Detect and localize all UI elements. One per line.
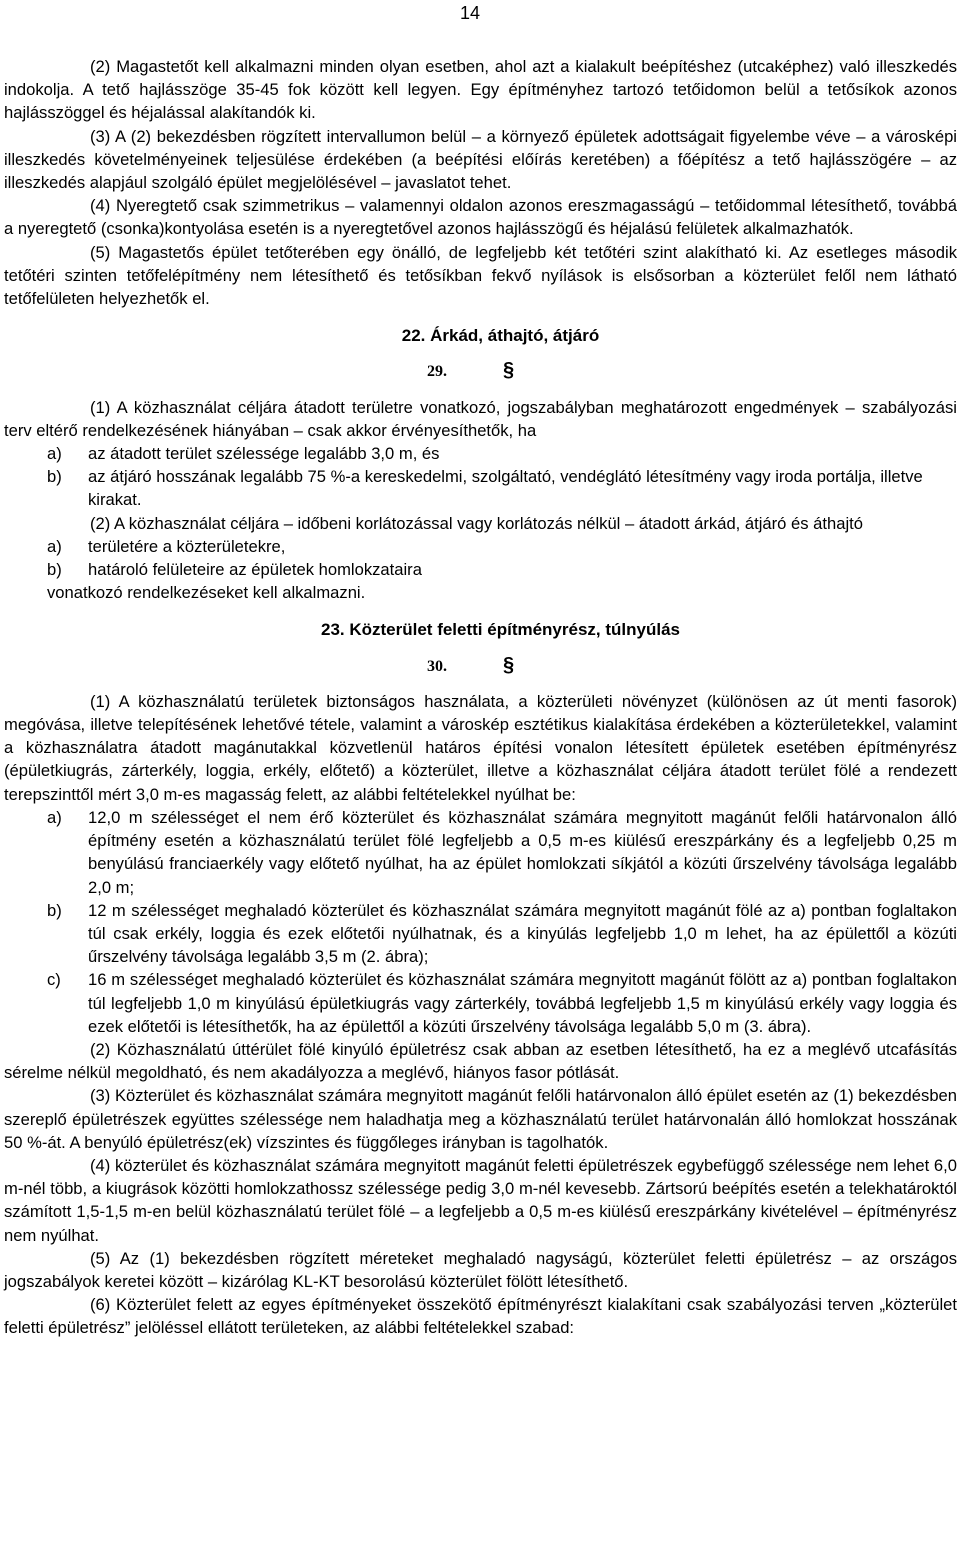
paragraph-30-3: (3) Közterület és közhasználat számára megnyitott magánút felőli határvonalon álló épület esetén az (1) bekezdésben szereplő épületrészek együttes szélessége nem haladhatja meg a közhasználatú terület határvonalán álló homlokzat hosszának 50 %-át. A benyúló épületrész(ek) vízszintes és függőleges irányban is tagolhatók. — [4, 1086, 957, 1152]
list-item — [4, 442, 957, 465]
page-content — [4, 55, 957, 1340]
list-item-text: 16 m szélességet meghaladó közterület és közhasználat számára megnyitott magánút fölött az a) pontban foglaltakon túl legfeljebb 1,0 m kinyúlású épületkiugrás vagy zárterkély, továbbá legfeljebb 1,5 m kinyúlású erkély vagy loggia és ezek előtetői is létesíthetők, ha az épülettől a közúti űrszelvény távolsága legalább 5,0 m (3. ábra). — [88, 970, 957, 1036]
list-item-text: területére a közterületekre, — [88, 536, 286, 556]
paragraph-heading-30 — [4, 654, 957, 678]
list-item-text: 12,0 m szélességet el nem érő közterület és közhasználat számára megnyitott magánút felőli határvonalon álló építmény esetén a közhasználatú terület fölé legfeljebb a 0,5 m-es kiülésű ereszpárkány és a legfeljebb 0,25 m benyúlású franciaerkély vagy előtető nyúlhat, ha az épület homlokzati síkjától a közúti űrszelvény távolsága legalább 2,0 m; — [88, 807, 957, 897]
paragraph-30-4: (4) közterület és közhasználat számára megnyitott magánút feletti épületrészek egybefüggő szélessége nem lehet 6,0 m-nél több, a kiugrások közötti homlokzathossz szélessége pedig 3,0 m-nél kevesebb. Zártsorú beépítés esetén a telekhatároktól számított 1,5-1,5 m-en belül közhasználatú terület fölé – a legfeljebb a 0,5 m-es kiülésű ereszpárkány kivételével – építményrész nem nyúlhat. — [4, 1155, 957, 1245]
paragraph-28-5: (5) Magastetős épület tetőterében egy önálló, de legfeljebb két tetőtéri szint alakítható ki. Az esetleges második tetőtéri szinten tetőfelépítmény nem létesíthető és tetősíkban fekvő nyílások is elsősorban a közterület felől nem látható tetőfelületen helyezhetők el. — [4, 242, 957, 309]
list-item-text: az átjáró hosszának legalább 75 %-a kereskedelmi, szolgáltató, vendéglátó létesítmény vagy iroda portálja, illetve kirakat. — [88, 467, 923, 510]
paragraph-30-6: (6) Közterület felett az egyes építményeket összekötő építményrészt kialakítani csak szabályozási terven „közterület feletti épületrész” jelöléssel ellátott területeken, az alábbi feltételekkel szabad: — [4, 1295, 957, 1338]
list-item-text: 12 m szélességet meghaladó közterület és közhasználat számára megnyitott magánút fölé az a) pontban foglaltakon túl csak erkély, loggia és ezek előtetői nyúlhatnak, és a kinyúlás legfeljebb 1,0 m lehet, ha az épülettől a közúti űrszelvény távolsága legalább 3,5 m (2. ábra); — [88, 900, 957, 967]
list-marker: b) — [47, 467, 62, 487]
list-item — [4, 535, 957, 558]
section-sign-icon: § — [503, 359, 515, 382]
section-title-22: 22. Árkád, áthajtó, átjáró — [401, 326, 600, 346]
list-marker: a) — [47, 536, 62, 556]
list-item — [4, 465, 957, 511]
list-item — [4, 558, 957, 581]
list-marker: b) — [47, 900, 62, 920]
paragraph-30-2: (2) Közhasználatú úttérület fölé kinyúló épületrész csak abban az esetben létesíthető, ha ez a meglévő utcafásítás sérelme nélkül megoldható, és nem akadályozza a meglévő, hiányos fasor pótlását. — [4, 1039, 957, 1083]
paragraph-30-5: (5) Az (1) bekezdésben rögzített méreteket meghaladó nagyságú, közterület feletti épületrész – az országos jogszabályok keretei között – kizárólag KL-KT besorolású közterület fölött létesíthető. — [4, 1248, 957, 1291]
paragraph-number-29: 29. — [427, 363, 447, 381]
list-item — [4, 899, 957, 969]
paragraph-29-2: (2) A közhasználat céljára – időbeni korlátozással vagy korlátozás nélkül – átadott árkád, átjáró és áthajtó — [90, 513, 863, 533]
list-marker: a) — [47, 807, 62, 827]
list-item-text: határoló felületeire az épületek homlokzataira — [88, 560, 422, 580]
list-item-text: az átadott terület szélessége legalább 3,0 m, és — [88, 444, 440, 464]
list-item — [4, 806, 957, 899]
paragraph-29-2-tail: vonatkozó rendelkezéseket kell alkalmazni. — [47, 583, 366, 603]
paragraph-30-1: (1) A közhasználatú területek biztonságos használata, a közterületi növényzet (különösen az út menti fasorok) megóvása, illetve telepítésének lehetővé tétele, valamint a városkép esztétikus kialakítása érdekében a közterületekkel, valamint a közhasználatra átadott magánutakkal közvetlenül határos építési vonalon létesített épületek esetében építményrész (épületkiugrás, zárterkély, loggia, erkély, előtető) a közterület, illetve a közhasználat céljára átadott terület fölé a rendezett terepszinttől mért 3,0 m-es magasság felett, az alábbi feltételekkel nyúlhat be: — [4, 691, 957, 804]
list-marker: a) — [47, 444, 62, 464]
paragraph-28-2: (2) Magastetőt kell alkalmazni minden olyan esetben, ahol azt a kialakult beépítéshez (utcaképhez) való illeszkedés indokolja. A tető hajlásszöge 35-45 fok között kell legyen. Egy építményhez tartozó tetőidomon belül a tetősíkok azonos hajlásszöggel és héjalással alakítandók ki. — [4, 57, 957, 123]
paragraph-heading-29 — [4, 359, 957, 383]
page-number: 14 — [460, 3, 481, 23]
section-sign-icon: § — [503, 653, 515, 676]
list-marker: b) — [47, 560, 62, 580]
list-item — [4, 968, 957, 1038]
paragraph-29-1: (1) A közhasználat céljára átadott területre vonatkozó, jogszabályban meghatározott engedmények – szabályozási terv eltérő rendelkezésének hiányában – csak akkor érvényesíthetők, ha — [4, 397, 957, 440]
list-marker: c) — [47, 970, 61, 990]
paragraph-28-4: (4) Nyeregtető csak szimmetrikus – valamennyi oldalon azonos ereszmagasságú – tetőidommal létesíthető, továbbá a nyeregtető (csonka)kontyolása esetén is a nyeregtetővel azonos hajlásszögű és héjalású felületek alkalmazhatók. — [4, 196, 957, 239]
paragraph-number-30: 30. — [427, 657, 447, 675]
paragraph-28-3: (3) A (2) bekezdésben rögzített intervallumon belül – a környező épületek adottságait figyelembe véve – a városképi illeszkedés követelményeinek teljesülése érdekében (a beépítési előírás keretében) a főépítész a tető hajlásszögére – az illeszkedés alapjául szolgáló épület megjelölésével – javaslatot tehet. — [4, 126, 957, 193]
section-title-23: 23. Közterület feletti építményrész, túlnyúlás — [321, 620, 680, 640]
